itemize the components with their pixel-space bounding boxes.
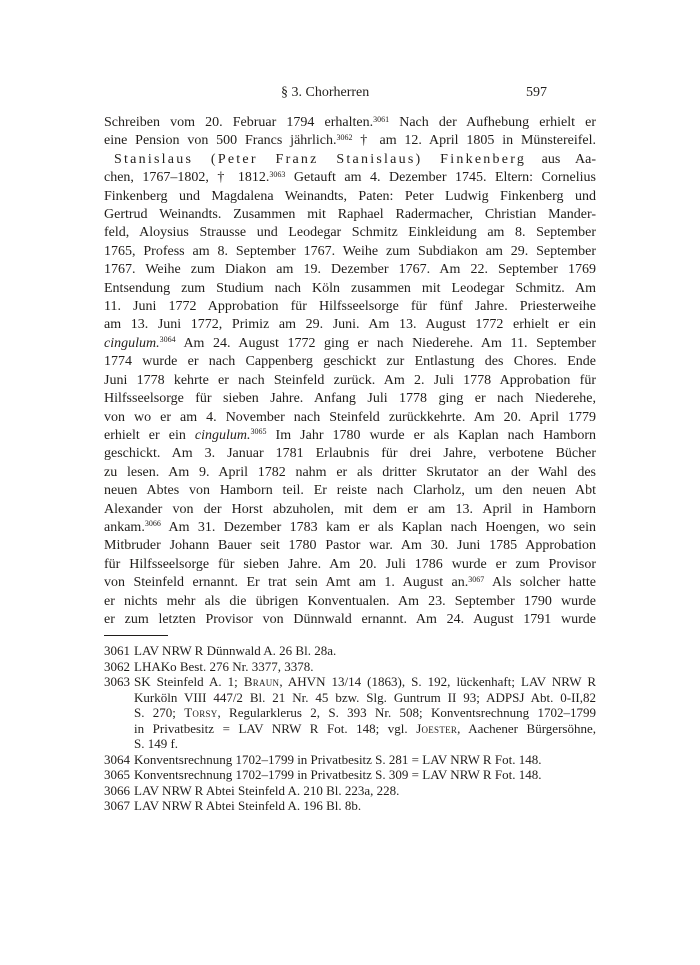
footnote-number: 3064: [104, 751, 130, 767]
section-heading: § 3. Chorherren: [281, 85, 370, 100]
footnote-text: [134, 674, 596, 752]
footnote-item: [104, 767, 596, 783]
footnote-separator-rule: [104, 635, 168, 636]
footnote-number: 3061: [104, 643, 130, 658]
latin-term-italic: cingulum.: [194, 427, 251, 443]
footnote-text: [134, 767, 596, 783]
footnote-number: 3066: [104, 782, 130, 798]
footnote-reference: 3063: [269, 169, 286, 179]
body-text-line: zu lesen. Am 9. April 1782 nahm er als dritter Skrutator an der Wahl des: [104, 464, 596, 480]
footnote-item: [104, 674, 596, 752]
latin-term-italic: cingulum.: [104, 335, 160, 351]
body-text-line: Hilfsseelsorge für sieben Jahre. Anfang Juli 1778 ging er nach Niederehe,: [104, 391, 596, 407]
main-text-block: [104, 114, 596, 629]
body-text-line: von Steinfeld ernannt. Er trat sein Amt am 1. August an.$^{3067}$ Als solcher hatte: [104, 574, 597, 591]
footnote-text-line: Konventsrechnung 1702–1799 in Privatbesitz S. 309 = LAV NRW R Fot. 148.: [134, 767, 542, 782]
footnote-text-line: in Privatbesitz = LAV NRW R Fot. 148; vgl. Joester, Aachener Bürgersöhne,: [134, 720, 596, 736]
author-name-smallcaps: Torsy: [184, 705, 218, 720]
footnote-text-line: S. 149 f.: [134, 736, 179, 751]
footnote-reference: 3067: [468, 574, 485, 584]
footnote-text-line: LAV NRW R Abtei Steinfeld A. 196 Bl. 8b.: [134, 798, 362, 813]
footnote-text: [134, 643, 596, 659]
body-text-line: eine Pension von 500 Francs jährlich.$^{3062}$ † am 12. April 1805 in Münstereifel.: [104, 132, 596, 149]
body-text-line: cingulum.$^{3064}$ Am 24. August 1772 ging er nach Niederehe. Am 11. September: [104, 335, 596, 351]
body-text-line: Juni 1778 kehrte er nach Steinfeld zurück. Am 2. Juli 1778 Approbation für: [104, 372, 596, 388]
footnote-text-line: Kurköln VIII 447/2 Bl. 21 Nr. 45 bzw. Slg. Guntrum II 93; ADPSJ Abt. 0-II,82: [134, 689, 596, 705]
body-text-line: Alexander von der Horst abzuholen, mit dem er am 13. April in Hamborn: [104, 501, 596, 517]
footnote-item: [104, 798, 596, 814]
footnote-item: [104, 783, 596, 799]
body-text-line: für Hilfsseelsorge für sieben Jahre. Am 20. Juli 1786 wurde er zum Provisor: [104, 556, 596, 572]
body-text-line: Stanislaus (Peter Franz Stanislaus) Finkenberg aus Aa-: [114, 151, 596, 167]
footnote-reference: 3066: [144, 519, 161, 529]
footnote-text: [134, 798, 596, 814]
body-text-line: Entsendung zum Studium nach Köln zusammen mit Leodegar Schmitz. Am: [104, 280, 596, 296]
footnotes-block: [104, 643, 596, 814]
footnote-item: [104, 643, 596, 659]
body-text-line: neuen Abtes von Hamborn teil. Er reiste nach Clarholz, um den neuen Abt: [104, 483, 596, 499]
footnote-text: [134, 659, 596, 675]
body-text-line: er nichts mehr als die übrigen Konventualen. Am 23. September 1790 wurde: [104, 593, 596, 609]
footnote-text-line: LAV NRW R Dünnwald A. 26 Bl. 28a.: [134, 643, 337, 658]
footnote-number: 3065: [104, 767, 130, 782]
author-name-smallcaps: Braun: [243, 674, 280, 689]
body-text-line: von wo er am 4. November nach Steinfeld zurückkehrte. Am 20. April 1779: [104, 409, 596, 425]
footnote-item: [104, 659, 596, 675]
footnote-number: 3062: [104, 658, 130, 674]
body-text-line: Gertrud Weinandts. Zusammen mit Raphael Radermacher, Christian Mander-: [104, 207, 596, 223]
footnote-reference: 3065: [250, 427, 267, 437]
body-text-line: er zum letzten Provisor von Dünnwald ernannt. Am 24. August 1791 wurde: [104, 611, 596, 627]
body-text-line: geschickt. Am 3. Januar 1781 Erlaubnis für drei Jahre, verbotene Bücher: [104, 446, 596, 462]
footnote-number: 3063: [104, 674, 130, 689]
body-text-line: ankam.$^{3066}$ Am 31. Dezember 1783 kam er als Kaplan nach Hoengen, wo sein: [104, 519, 596, 535]
page-header: [104, 84, 596, 102]
body-text-line: erhielt er ein cingulum.$^{3065}$ Im Jahr 1780 wurde er als Kaplan nach Hamborn: [104, 427, 596, 443]
footnote-text-line: S. 270; Torsy, Regularklerus 2, S. 393 Nr. 508; Konventsrechnung 1702–1799: [134, 705, 596, 720]
body-text-line: am 13. Juni 1772, Primiz am 29. Juni. Am 13. August 1772 erhielt er ein: [104, 317, 596, 333]
body-text-line: 1765, Profess am 8. September 1767. Weihe zum Subdiakon am 29. September: [104, 243, 596, 259]
body-text-line: 1767. Weihe zum Diakon am 19. Dezember 1767. Am 22. September 1769: [104, 262, 596, 278]
footnote-reference: 3061: [373, 114, 390, 124]
footnote-item: [104, 752, 596, 768]
body-text-line: feld, Aloysius Strausse und Leodegar Schmitz Einkleidung am 8. September: [104, 225, 596, 241]
footnote-text-line: LHAKo Best. 276 Nr. 3377, 3378.: [134, 658, 314, 674]
body-text-line: 1774 wurde er nach Cappenberg geschickt zur Entlastung des Chores. Ende: [104, 354, 596, 370]
author-name-smallcaps: Joester: [416, 720, 458, 736]
spaced-person-name: Stanislaus (Peter Franz Stanislaus) Finkenberg: [114, 151, 527, 167]
footnote-text-line: LAV NRW R Abtei Steinfeld A. 210 Bl. 223a, 228.: [134, 782, 400, 798]
footnote-number: 3067: [104, 798, 130, 813]
footnote-reference: 3062: [336, 132, 353, 142]
footnote-text-line: Konventsrechnung 1702–1799 in Privatbesitz S. 281 = LAV NRW R Fot. 148.: [134, 751, 542, 767]
footnote-text: [134, 752, 596, 768]
body-text-line: Finkenberg und Magdalena Weinandts, Paten: Peter Ludwig Finkenberg und: [104, 188, 596, 204]
body-text-line: Mitbruder Johann Bauer seit 1780 Pastor war. Am 30. Juni 1785 Approbation: [104, 538, 596, 554]
body-text-line: 11. Juni 1772 Approbation für Hilfsseelsorge für fünf Jahre. Priesterweihe: [104, 299, 596, 315]
body-text-line: chen, 1767–1802, † 1812.$^{3063}$ Getauft am 4. Dezember 1745. Eltern: Cornelius: [104, 169, 596, 186]
footnote-text: [134, 783, 596, 799]
footnote-text-line: SK Steinfeld A. 1; Braun, AHVN 13/14 (1863), S. 192, lückenhaft; LAV NRW R: [134, 674, 596, 689]
page-number: 597: [526, 85, 547, 100]
footnote-reference: 3064: [159, 335, 176, 345]
body-text-line: Schreiben vom 20. Februar 1794 erhalten.$^{3061}$ Nach der Aufhebung erhielt er: [104, 114, 596, 130]
